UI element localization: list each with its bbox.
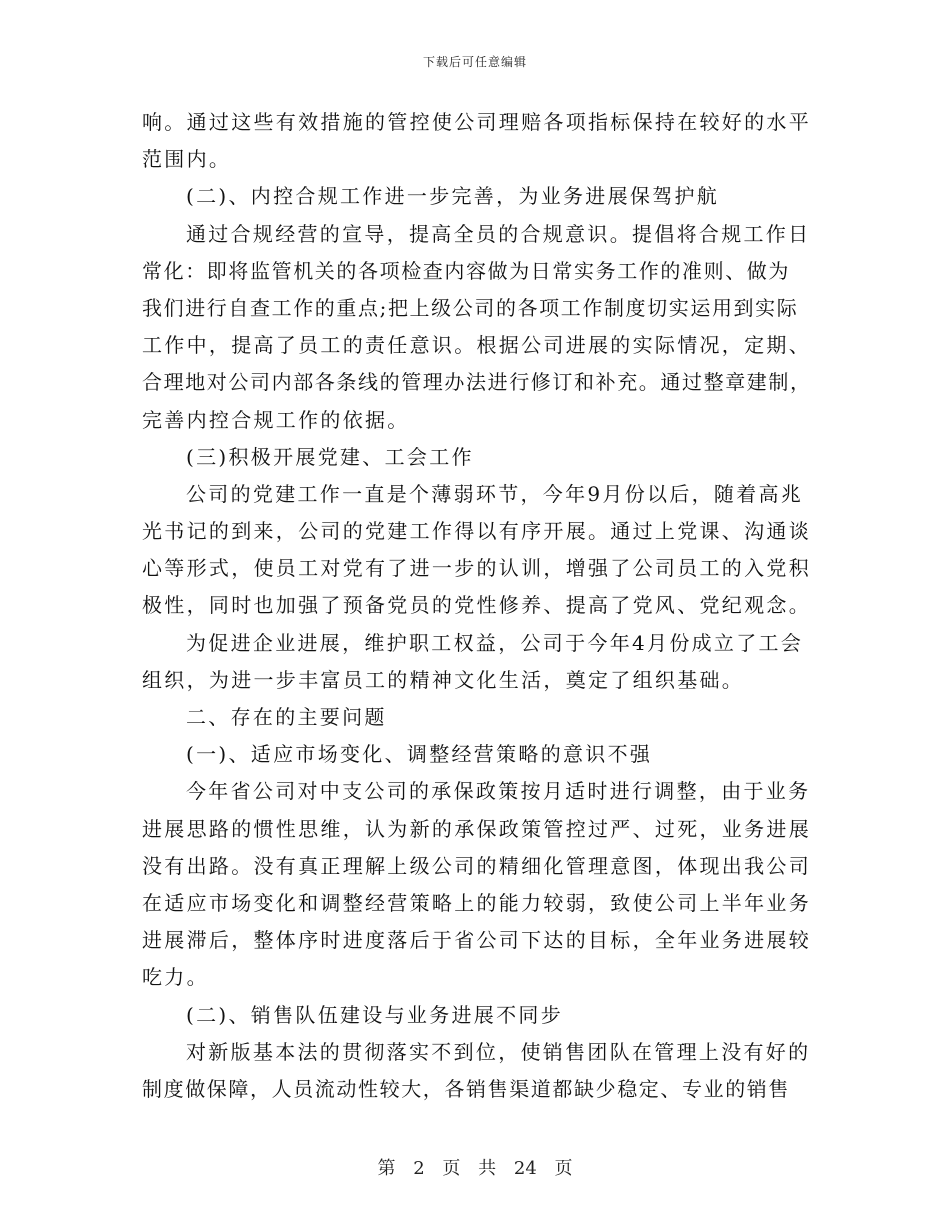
- page-header: 下载后可任意编辑: [422, 55, 527, 69]
- paragraph-line: 今年省公司对中支公司的承保政策按月适时进行调整，由于业务: [186, 779, 811, 804]
- paragraph-line: 公司的党建工作一直是个薄弱环节，今年9月份以后，随着高兆: [186, 481, 804, 506]
- paragraph-line: 范围内。: [142, 147, 232, 172]
- paragraph-line: 我们进行自查工作的重点;把上级公司的各项工作制度切实运用到实际: [142, 295, 799, 320]
- paragraph-line: 为促进企业进展，维护职工权益，公司于今年4月份成立了工会: [186, 630, 804, 655]
- section-heading: (三)积极开展党建、工会工作: [186, 444, 474, 469]
- paragraph-line: 进展滞后，整体序时进度落后于省公司下达的目标，全年业务进展较: [142, 928, 811, 953]
- paragraph-line: 响。通过这些有效措施的管控使公司理赔各项指标保持在较好的水平: [142, 110, 811, 134]
- paragraph-line: 在适应市场变化和调整经营策略上的能力较弱，致使公司上半年业务: [142, 890, 811, 915]
- current-page-number: 2: [413, 1158, 425, 1179]
- paragraph-line: 极性，同时也加强了预备党员的党性修养、提高了党风、党纪观念。: [142, 593, 811, 618]
- paragraph-line: 组织，为进一步丰富员工的精神文化生活，奠定了组织基础。: [142, 667, 745, 692]
- section-heading: (二)、销售队伍建设与业务进展不同步: [186, 1002, 564, 1027]
- page-footer: [0, 1154, 950, 1180]
- body-text: [142, 104, 812, 1108]
- paragraph-line: 工作中，提高了员工的责任意识。根据公司进展的实际情况，定期、: [142, 333, 811, 358]
- total-prefix: 共: [478, 1158, 497, 1179]
- paragraph-line: 对新版基本法的贯彻落实不到位，使销售团队在管理上没有好的: [186, 1039, 811, 1064]
- paragraph-line: 常化：即将监管机关的各项检查内容做为日常实务工作的准则、做为: [142, 258, 790, 283]
- paragraph-line: 完善内控合规工作的依据。: [142, 407, 410, 432]
- paragraph-line: 进展思路的惯性思维，认为新的承保政策管控过严、过死，业务进展: [142, 816, 811, 841]
- paragraph-line: 通过合规经营的宣导，提高全员的合规意识。提倡将合规工作日: [186, 221, 811, 246]
- paragraph-line: 没有出路。没有真正理解上级公司的精细化管理意图，体现出我公司: [142, 853, 811, 878]
- section-heading: 二、存在的主要问题: [186, 705, 387, 729]
- paragraph-line: 吃力。: [142, 965, 209, 990]
- section-heading: (一)、适应市场变化、调整经营策略的意识不强: [186, 742, 653, 767]
- paragraph-line: 心等形式，使员工对党有了进一步的认训，增强了公司员工的入党积: [142, 556, 811, 581]
- paragraph-line: 合理地对公司内部各条线的管理办法进行修订和补充。通过整章建制，: [142, 370, 812, 395]
- page-number-prefix: 第: [377, 1158, 396, 1179]
- total-page-count: 24: [513, 1158, 537, 1179]
- page-word: 页: [442, 1158, 461, 1179]
- paragraph-line: 光书记的到来，公司的党建工作得以有序开展。通过上党课、沟通谈: [142, 519, 811, 544]
- page-number-suffix: 页: [554, 1158, 573, 1179]
- paragraph-line: 制度做保障，人员流动性较大，各销售渠道都缺少稳定、专业的销售: [142, 1076, 790, 1101]
- section-heading: (二)、内控合规工作进一步完善，为业务进展保驾护航: [186, 184, 720, 209]
